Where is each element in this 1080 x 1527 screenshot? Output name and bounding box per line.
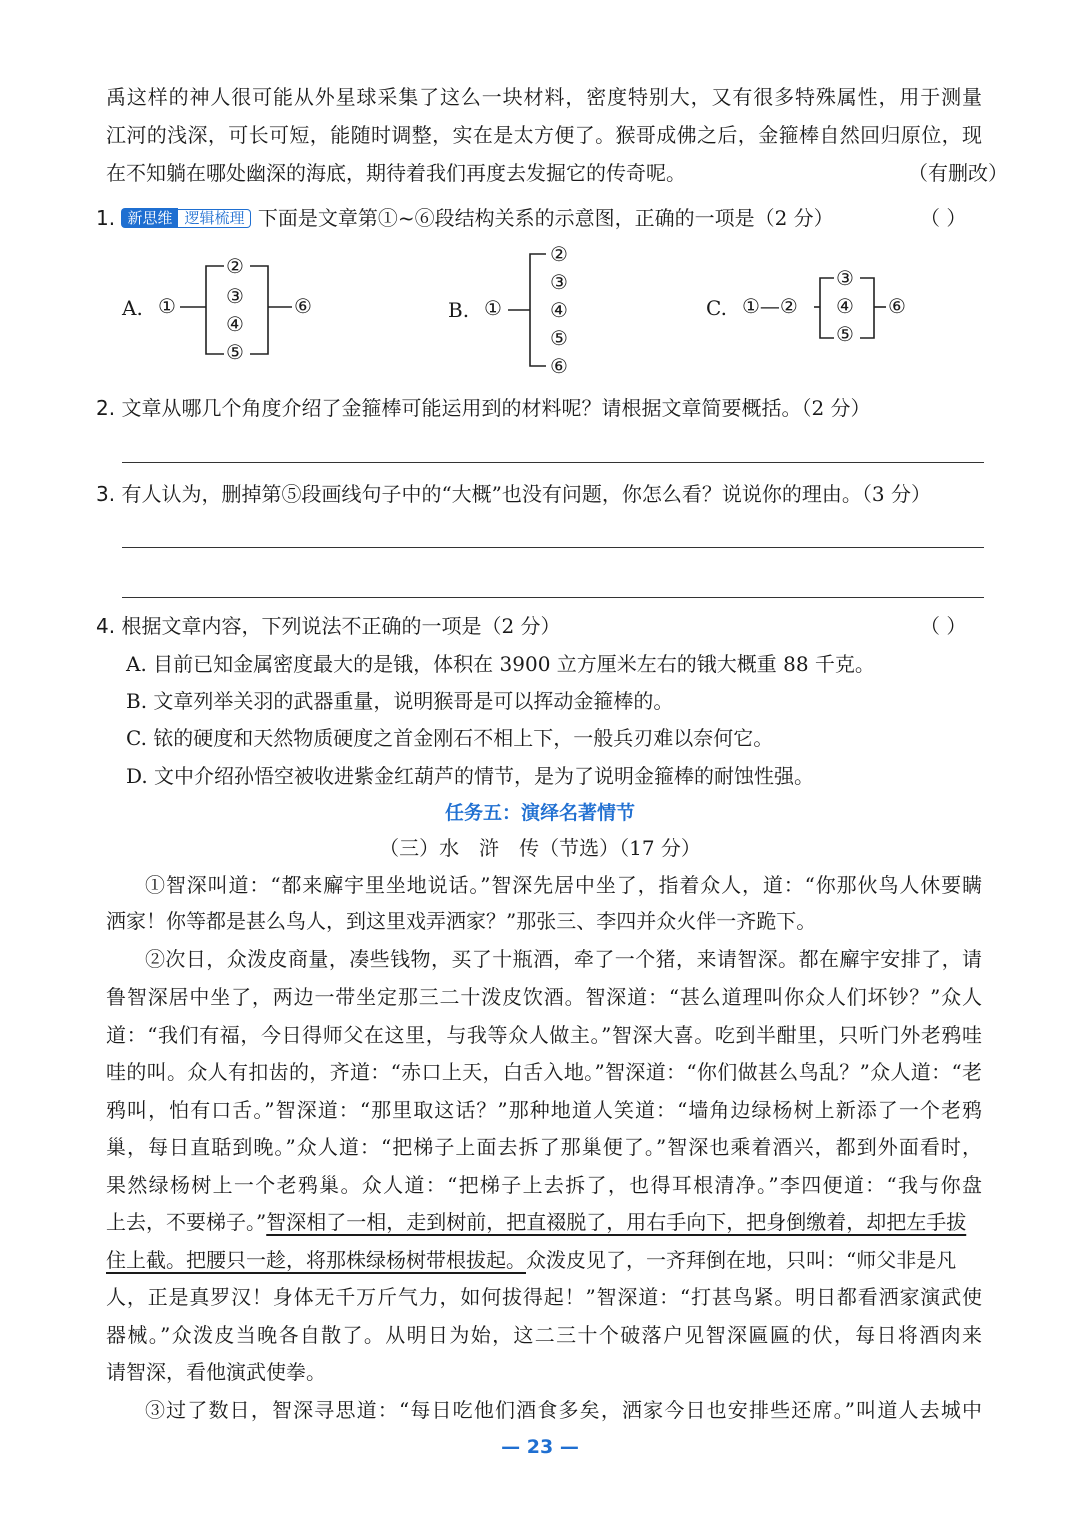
diagram-option-a[interactable] xyxy=(120,250,340,370)
item-node: ③ xyxy=(836,266,854,290)
item-node: ⑤ xyxy=(550,326,568,350)
intro-line-3: 在不知躺在哪处幽深的海底，期待着我们再度去发掘它的传奇呢。 xyxy=(106,161,686,185)
passage-p1-line-1: ①智深叫道：“都来廨宇里坐地说话。”智深先居中坐了，指着众人，道：“你那伙鸟人休要瞒 xyxy=(145,873,982,897)
text-span: 众泼皮见了，一齐拜倒在地，只叫：“师父非是凡 xyxy=(526,1248,957,1272)
passage-p1-line-2: 洒家！你等都是甚么鸟人，到这里戏弄洒家？”那张三、李四并众火伴一齐跪下。 xyxy=(106,909,817,933)
question-2 xyxy=(96,392,871,421)
option-label: B. xyxy=(448,298,470,322)
passage-p2-line-6: 巢，每日直聒到晚。”众人道：“把梯子上面去拆了那巢便了。”智深也乘着酒兴，都到外面看时， xyxy=(106,1135,982,1159)
passage-p2-line-3: 道：“我们有福，今日得师父在这里，与我等众人做主。”智深大喜。吃到半酣里，只听门外老鸦哇 xyxy=(106,1023,982,1047)
underlined-sentence: 住上截。把腰只一趁，将那株绿杨树带根拔起。 xyxy=(106,1248,526,1272)
answer-line-q2[interactable] xyxy=(122,462,984,463)
option-c[interactable]: C. 铱的硬度和天然物质硬度之首金刚石不相上下，一般兵刃难以奈何它。 xyxy=(126,726,774,750)
question-4 xyxy=(96,610,561,639)
question-number: 3. xyxy=(96,482,116,506)
intro-line-2: 江河的浅深，可长可短，能随时调整，实在是太方便了。猴哥成佛之后，金箍棒自然回归原位，现 xyxy=(106,123,982,147)
question-number: 2. xyxy=(96,396,116,420)
diagram-option-c[interactable] xyxy=(704,262,934,362)
passage-p2-line-11: 器械。”众泼皮当晚各自散了。从明日为始，这二三十个破落户见智深匾匾的伏，每日将酒肉来 xyxy=(106,1323,982,1347)
question-text: 下面是文章第①~⑥段结构关系的示意图，正确的一项是（2 分） xyxy=(257,206,834,230)
passage-p2-line-7: 果然绿杨树上一个老鸦巢。众人道：“把梯子上去拆了，也得耳根清净。”李四便道：“我与你盘 xyxy=(106,1173,982,1197)
tag-new-thinking: 新思维 xyxy=(121,208,178,228)
bracket-lines xyxy=(446,240,606,380)
passage-p3-line-1: ③过了数日，智深寻思道：“每日吃他们酒食多矣，洒家今日也安排些还席。”叫道人去城中 xyxy=(145,1398,982,1422)
section-title: 任务五：演绎名著情节 xyxy=(444,802,635,824)
question-text: 有人认为，删掉第⑤段画线句子中的“大概”也没有问题，你怎么看？说说你的理由。（3 分） xyxy=(121,482,931,506)
item-node: ④ xyxy=(226,312,244,336)
answer-line-q3-2[interactable] xyxy=(122,597,984,598)
passage-title: （三）水 浒 传（节选）（17 分） xyxy=(379,836,701,860)
passage-p2-line-2: 鲁智深居中坐了，两边一带坐定那三二十泼皮饮酒。智深道：“甚么道理叫你众人们坏钞？”众人 xyxy=(106,985,982,1009)
option-label: C. xyxy=(706,296,727,320)
head-node: ① xyxy=(158,294,176,318)
item-node: ⑤ xyxy=(226,340,244,364)
passage-p2-line-5: 鸦叫，怕有口舌。”智深道：“那里取这话？”那种地道人笑道：“墙角边绿杨树上新添了一个老鸦 xyxy=(106,1098,982,1122)
bracket-lines xyxy=(120,250,340,370)
underlined-sentence: 智深相了一相，走到树前，把直裰脱了，用右手向下，把身倒缴着，却把左手拔 xyxy=(266,1210,967,1234)
passage-p2-line-8 xyxy=(106,1209,982,1235)
item-node: ④ xyxy=(550,298,568,322)
answer-paren-q4[interactable]: （ ） xyxy=(920,614,967,638)
item-node: ⑤ xyxy=(836,322,854,346)
passage-p2-line-1: ②次日，众泼皮商量，凑些钱物，买了十瓶酒，牵了一个猪，来请智深。都在廨宇安排了，请 xyxy=(145,947,982,971)
answer-line-q3-1[interactable] xyxy=(122,547,984,548)
option-d[interactable]: D. 文中介绍孙悟空被收进紫金红葫芦的情节，是为了说明金箍棒的耐蚀性强。 xyxy=(126,764,815,788)
tail-node: ⑥ xyxy=(888,294,906,318)
question-3 xyxy=(96,478,931,507)
item-node: ② xyxy=(550,242,568,266)
passage-p2-line-9 xyxy=(106,1247,982,1273)
question-text: 根据文章内容，下列说法不正确的一项是（2 分） xyxy=(121,614,561,638)
item-node: ③ xyxy=(226,284,244,308)
diagram-option-b[interactable] xyxy=(446,240,606,380)
source-note: （有删改） xyxy=(908,161,1008,185)
item-node: ② xyxy=(226,254,244,278)
page-number: — 23 — xyxy=(501,1436,579,1458)
question-text: 文章从哪几个角度介绍了金箍棒可能运用到的材料呢？请根据文章简要概括。（2 分） xyxy=(121,396,871,420)
passage-p2-line-10: 人，正是真罗汉！身体无千万斤气力，如何拔得起！”智深道：“打甚鸟紧。明日都看洒家演武使 xyxy=(106,1285,982,1309)
question-number: 1. xyxy=(96,206,116,230)
question-1 xyxy=(96,202,834,231)
item-node: ③ xyxy=(550,270,568,294)
tag-logic: 逻辑梳理 xyxy=(178,209,251,228)
passage-p2-line-4: 哇的叫。众人有扣齿的，齐道：“赤口上天，白舌入地。”智深道：“你们做甚么鸟乱？”众人道：“老 xyxy=(106,1060,982,1084)
option-label: A. xyxy=(122,296,143,320)
option-a[interactable]: A. 目前已知金属密度最大的是锇，体积在 3900 立方厘米左右的锇大概重 88 千克。 xyxy=(126,652,875,676)
intro-line-1: 禹这样的神人很可能从外星球采集了这么一块材料，密度特别大，又有很多特殊属性，用于测量 xyxy=(106,85,982,109)
text-span: 上去，不要梯子。” xyxy=(106,1210,267,1234)
item-node: ④ xyxy=(836,294,854,318)
head-node: ① xyxy=(484,296,502,320)
passage-p2-line-12: 请智深，看他演武使拳。 xyxy=(106,1360,326,1384)
answer-paren-q1[interactable]: （ ） xyxy=(920,206,967,230)
item-node: ⑥ xyxy=(550,354,568,378)
bracket-lines xyxy=(704,262,934,362)
head-node: ①—② xyxy=(742,294,798,318)
tail-node: ⑥ xyxy=(294,294,312,318)
question-number: 4. xyxy=(96,614,116,638)
option-b[interactable]: B. 文章列举关羽的武器重量，说明猴哥是可以挥动金箍棒的。 xyxy=(126,689,674,713)
